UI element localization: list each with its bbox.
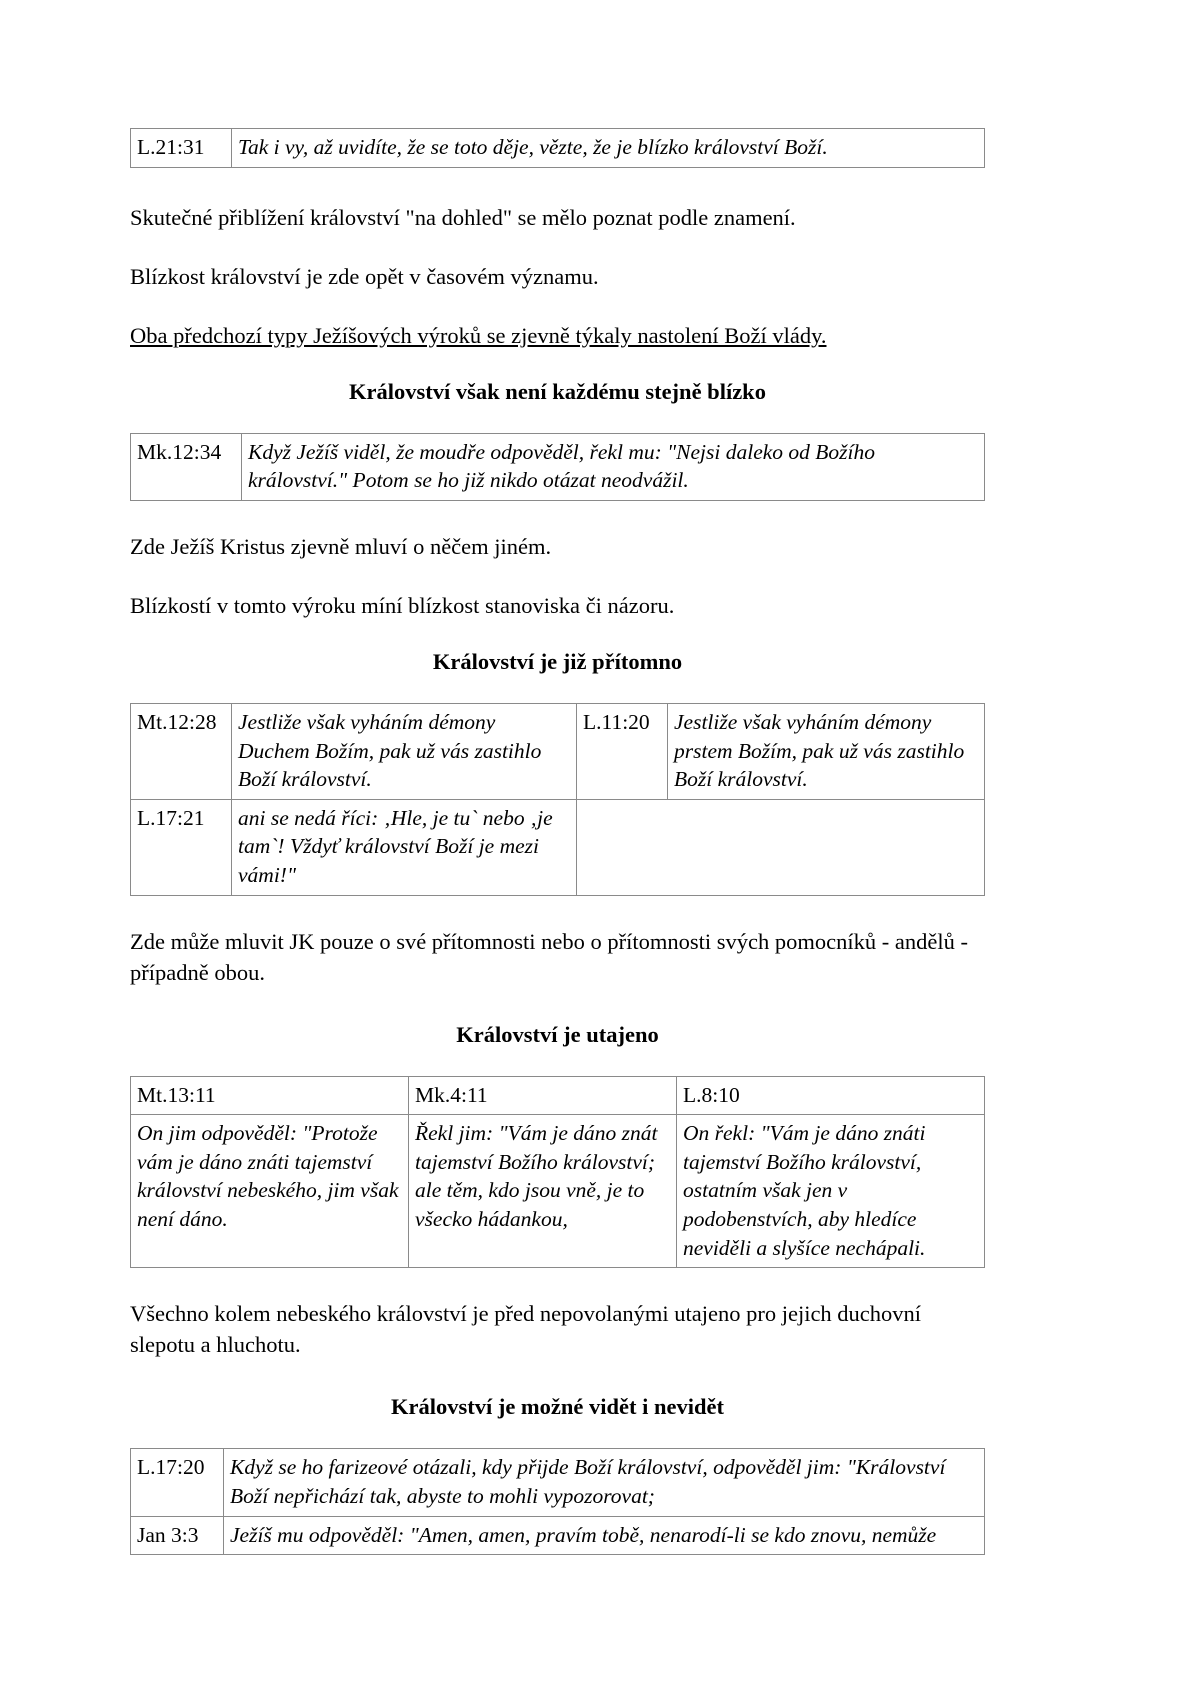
heading-1: Království však není každému stejně blízko — [349, 378, 766, 404]
table-row — [131, 799, 985, 895]
verse-text: Jestliže však vyháním démony prstem Božím, pak už vás zastihlo Boží království. — [668, 704, 985, 800]
paragraph-4: Zde Ježíš Kristus zjevně mluví o něčem jiném. — [130, 533, 552, 559]
heading-4: Království je možné vidět i nevidět — [390, 1394, 725, 1420]
paragraph-3: Oba předchozí typy Ježíšových výroků se zjevně týkaly nastolení Boží vlády. — [130, 322, 827, 348]
quote-table-hidden — [130, 1076, 985, 1269]
table-row — [131, 129, 985, 168]
quote-table-see — [130, 1448, 985, 1555]
verse-reference: Mt.12:28 — [131, 704, 232, 800]
heading-3: Království je utajeno — [456, 1021, 659, 1047]
quote-table-mk1234 — [130, 433, 985, 501]
verse-text: Tak i vy, až uvidíte, že se toto děje, vězte, že je blízko království Boží. — [232, 129, 985, 168]
verse-reference: L.21:31 — [131, 129, 232, 168]
verse-text: Jestliže však vyháním démony Duchem Božím, pak už vás zastihlo Boží království. — [232, 704, 577, 800]
empty-cell — [577, 799, 985, 895]
verse-reference: Mk.12:34 — [131, 433, 242, 500]
paragraph-2: Blízkost království je zde opět v časovém významu. — [130, 263, 599, 289]
quote-table-present — [130, 703, 985, 896]
table-row — [131, 1076, 985, 1115]
table-row — [131, 433, 985, 500]
document-content — [130, 128, 985, 1555]
verse-reference: L.17:21 — [131, 799, 232, 895]
verse-text: Řekl jim: "Vám je dáno znát tajemství Božího království; ale těm, kdo jsou vně, je to všecko hádankou, — [409, 1115, 677, 1268]
table-row — [131, 1449, 985, 1516]
verse-reference: L.8:10 — [677, 1076, 985, 1115]
verse-text: On jim odpověděl: "Protože vám je dáno znáti tajemství království nebeského, jim však není dáno. — [131, 1115, 409, 1268]
verse-text: Ježíš mu odpověděl: "Amen, amen, pravím tobě, nenarodí-li se kdo znovu, nemůže — [224, 1516, 985, 1555]
paragraph-6: Zde může mluvit JK pouze o své přítomnosti nebo o přítomnosti svých pomocníků - andělů - případně obou. — [130, 928, 968, 985]
verse-reference: Mt.13:11 — [131, 1076, 409, 1115]
verse-reference: Jan 3:3 — [131, 1516, 224, 1555]
verse-text: ani se nedá říci: ‚Hle, je tu` nebo ‚je tam`! Vždyť království Boží je mezi vámi!" — [232, 799, 577, 895]
paragraph-5: Blízkostí v tomto výroku míní blízkost stanoviska či názoru. — [130, 592, 675, 618]
verse-text: Když Ježíš viděl, že moudře odpověděl, řekl mu: "Nejsi daleko od Božího království." Potom se ho již nikdo otázat neodvážil. — [242, 433, 985, 500]
table-row — [131, 704, 985, 800]
heading-2: Království je již přítomno — [432, 649, 683, 675]
quote-table-l2131 — [130, 128, 985, 168]
verse-text: Když se ho farizeové otázali, kdy přijde Boží království, odpověděl jim: "Království Boží nepřichází tak, abyste to mohli vypozorovat; — [224, 1449, 985, 1516]
table-row — [131, 1516, 985, 1555]
paragraph-7: Všechno kolem nebeského království je před nepovolanými utajeno pro jejich duchovní slepotu a hluchotu. — [130, 1301, 922, 1358]
verse-reference: L.17:20 — [131, 1449, 224, 1516]
verse-text: On řekl: "Vám je dáno znáti tajemství Božího království, ostatním však jen v podobenstvích, aby hledíce neviděli a slyšíce nechápali. — [677, 1115, 985, 1268]
table-row — [131, 1115, 985, 1268]
verse-reference: Mk.4:11 — [409, 1076, 677, 1115]
verse-reference: L.11:20 — [577, 704, 668, 800]
paragraph-1: Skutečné přiblížení království "na dohled" se mělo poznat podle znamení. — [130, 204, 796, 230]
